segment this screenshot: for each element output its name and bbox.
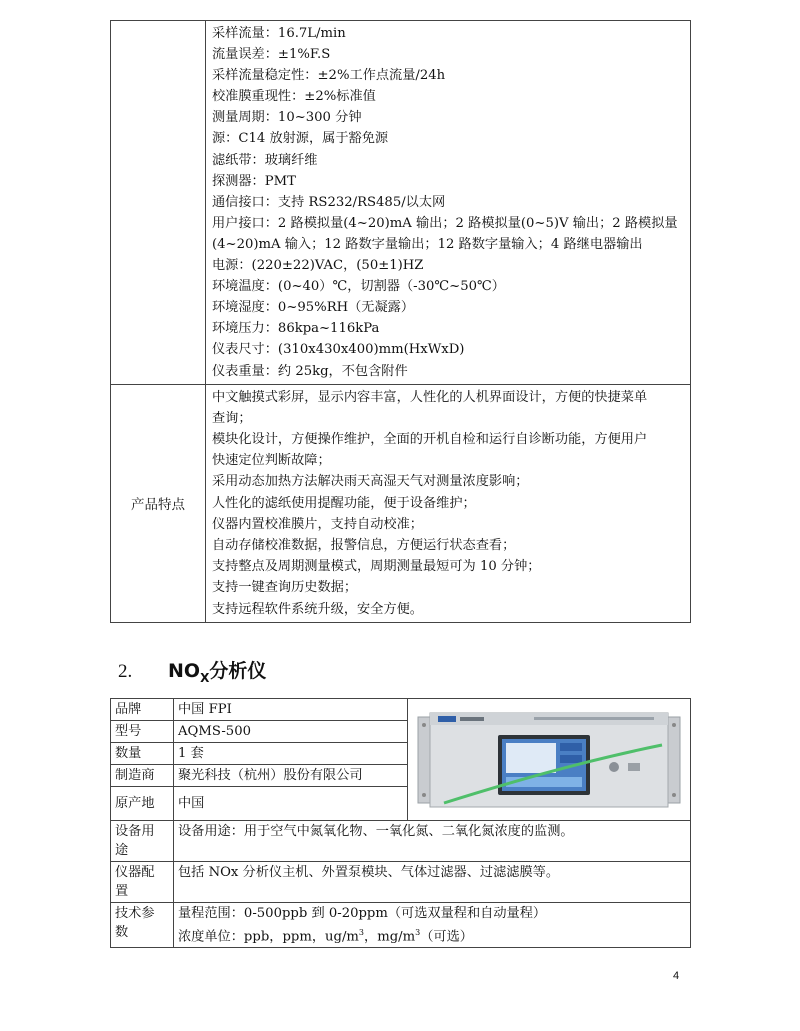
table-row: [111, 862, 691, 903]
feature-line: 支持远程软件系统升级，安全方便。: [212, 601, 423, 617]
spec-line: (4~20)mA 输入；12 路数字量输出；12 路数字量输入；4 路继电器输出: [212, 236, 643, 252]
superscript: 3: [358, 928, 365, 937]
feature-line: 人性化的滤纸使用提醒功能，便于设备维护；: [212, 495, 476, 511]
quantity-key: 数量: [111, 743, 174, 765]
title-subscript: X: [200, 670, 210, 685]
tech-unit-text: ，mg/m: [364, 929, 416, 945]
table-row: [111, 699, 691, 721]
table-row: [111, 821, 691, 862]
usage-key-line: 途: [115, 843, 129, 858]
spec-line: 环境压力：86kpa~116kPa: [212, 321, 380, 337]
manufacturer-value: 聚光科技（杭州）股份有限公司: [174, 765, 408, 787]
config-key-line: 仪器配: [115, 865, 155, 880]
spec-line: 通信接口：支持 RS232/RS485/以太网: [212, 194, 446, 210]
superscript: 3: [415, 928, 421, 937]
config-key: [111, 862, 174, 903]
feature-line: 中文触摸式彩屏，显示内容丰富，人性化的人机界面设计，方便的快捷菜单: [212, 389, 648, 405]
feature-line: 模块化设计，方便操作维护，全面的开机自检和运行自诊断功能，方便用户: [212, 432, 648, 447]
brand-key: 品牌: [111, 699, 174, 721]
spec-line: 校准膜重现性：±2%标准值: [212, 89, 376, 105]
tech-key-line: 技术参: [115, 906, 155, 921]
spec-line: 仪表尺寸：(310x430x400)mm(HxWxD): [212, 342, 465, 358]
spec-line: 仪表重量：约 25kg，不包含附件: [212, 363, 408, 379]
spec-label-cell: [111, 21, 206, 385]
config-key-line: 置: [115, 884, 129, 899]
spec-line: 采样流量：16.7L/min: [212, 26, 346, 41]
tech-key-line: 数: [115, 925, 129, 940]
brand-value: 中国 FPI: [174, 699, 408, 721]
page-number: 4: [673, 970, 680, 982]
tech-value: [174, 903, 691, 948]
feature-line: 采用动态加热方法解决雨天高湿天气对测量浓度影响；: [212, 474, 529, 490]
feature-line: 自动存储校准数据，报警信息，方便运行状态查看；: [212, 538, 516, 554]
feature-line: 仪器内置校准膜片，支持自动校准；: [212, 516, 423, 532]
spec-line: 测量周期：10~300 分钟: [212, 110, 362, 126]
origin-key: 原产地: [111, 787, 174, 821]
tech-unit-text: 浓度单位：ppb，ppm，ug/m: [178, 929, 359, 945]
features-cell: [206, 384, 691, 622]
table-row: [111, 903, 691, 948]
feature-line: 支持一键查询历史数据；: [212, 580, 358, 596]
title-main: NO: [168, 660, 201, 682]
tech-range-line: 量程范围：0-500ppb 到 0-20ppm（可选双量程和自动量程）: [178, 906, 547, 921]
spec-line: 用户接口：2 路模拟量(4~20)mA 输出；2 路模拟量(0~5)V 输出；2 路模拟量: [212, 215, 678, 231]
spec-line: 探测器：PMT: [212, 173, 296, 189]
feature-line: 快速定位判断故障；: [212, 453, 331, 469]
spec-line: 采样流量稳定性：±2%工作点流量/24h: [212, 68, 446, 84]
tech-unit-line: [178, 923, 686, 946]
section-number: 2.: [118, 661, 133, 682]
feature-line: 支持整点及周期测量模式，周期测量最短可为 10 分钟；: [212, 559, 541, 575]
product-table: [110, 698, 691, 948]
feature-line: 查询；: [212, 410, 252, 426]
section-heading: [118, 656, 266, 685]
spec-line: 环境湿度：0~95%RH（无凝露）: [212, 300, 415, 316]
spec-line: 电源：(220±22)VAC，(50±1)HZ: [212, 258, 424, 274]
spec-table: [110, 20, 691, 623]
usage-value: 设备用途：用于空气中氮氧化物、一氧化氮、二氧化氮浓度的监测。: [174, 821, 691, 862]
quantity-value: 1 套: [174, 743, 408, 765]
usage-key: [111, 821, 174, 862]
spec-line: 滤纸带：玻璃纤维: [212, 152, 318, 168]
device-image-cell: [408, 699, 691, 821]
manufacturer-key: 制造商: [111, 765, 174, 787]
model-value: AQMS-500: [174, 721, 408, 743]
tech-key: [111, 903, 174, 948]
usage-key-line: 设备用: [115, 824, 155, 839]
section-title: [168, 660, 267, 685]
config-value: 包括 NOx 分析仪主机、外置泵模块、气体过滤器、过滤滤膜等。: [174, 862, 691, 903]
origin-value: 中国: [174, 787, 408, 821]
spec-line: 源：C14 放射源，属于豁免源: [212, 131, 389, 147]
spec-line: 环境温度：(0~40）℃，切割器（-30℃~50℃）: [212, 279, 505, 295]
tech-unit-text: （可选）: [420, 929, 473, 945]
analyzer-device-image: [414, 705, 684, 815]
spec-values-cell: [206, 21, 691, 385]
title-rest: 分析仪: [209, 660, 267, 682]
features-label: 产品特点: [111, 384, 206, 622]
model-key: 型号: [111, 721, 174, 743]
spec-line: 流量误差：±1%F.S: [212, 47, 331, 63]
